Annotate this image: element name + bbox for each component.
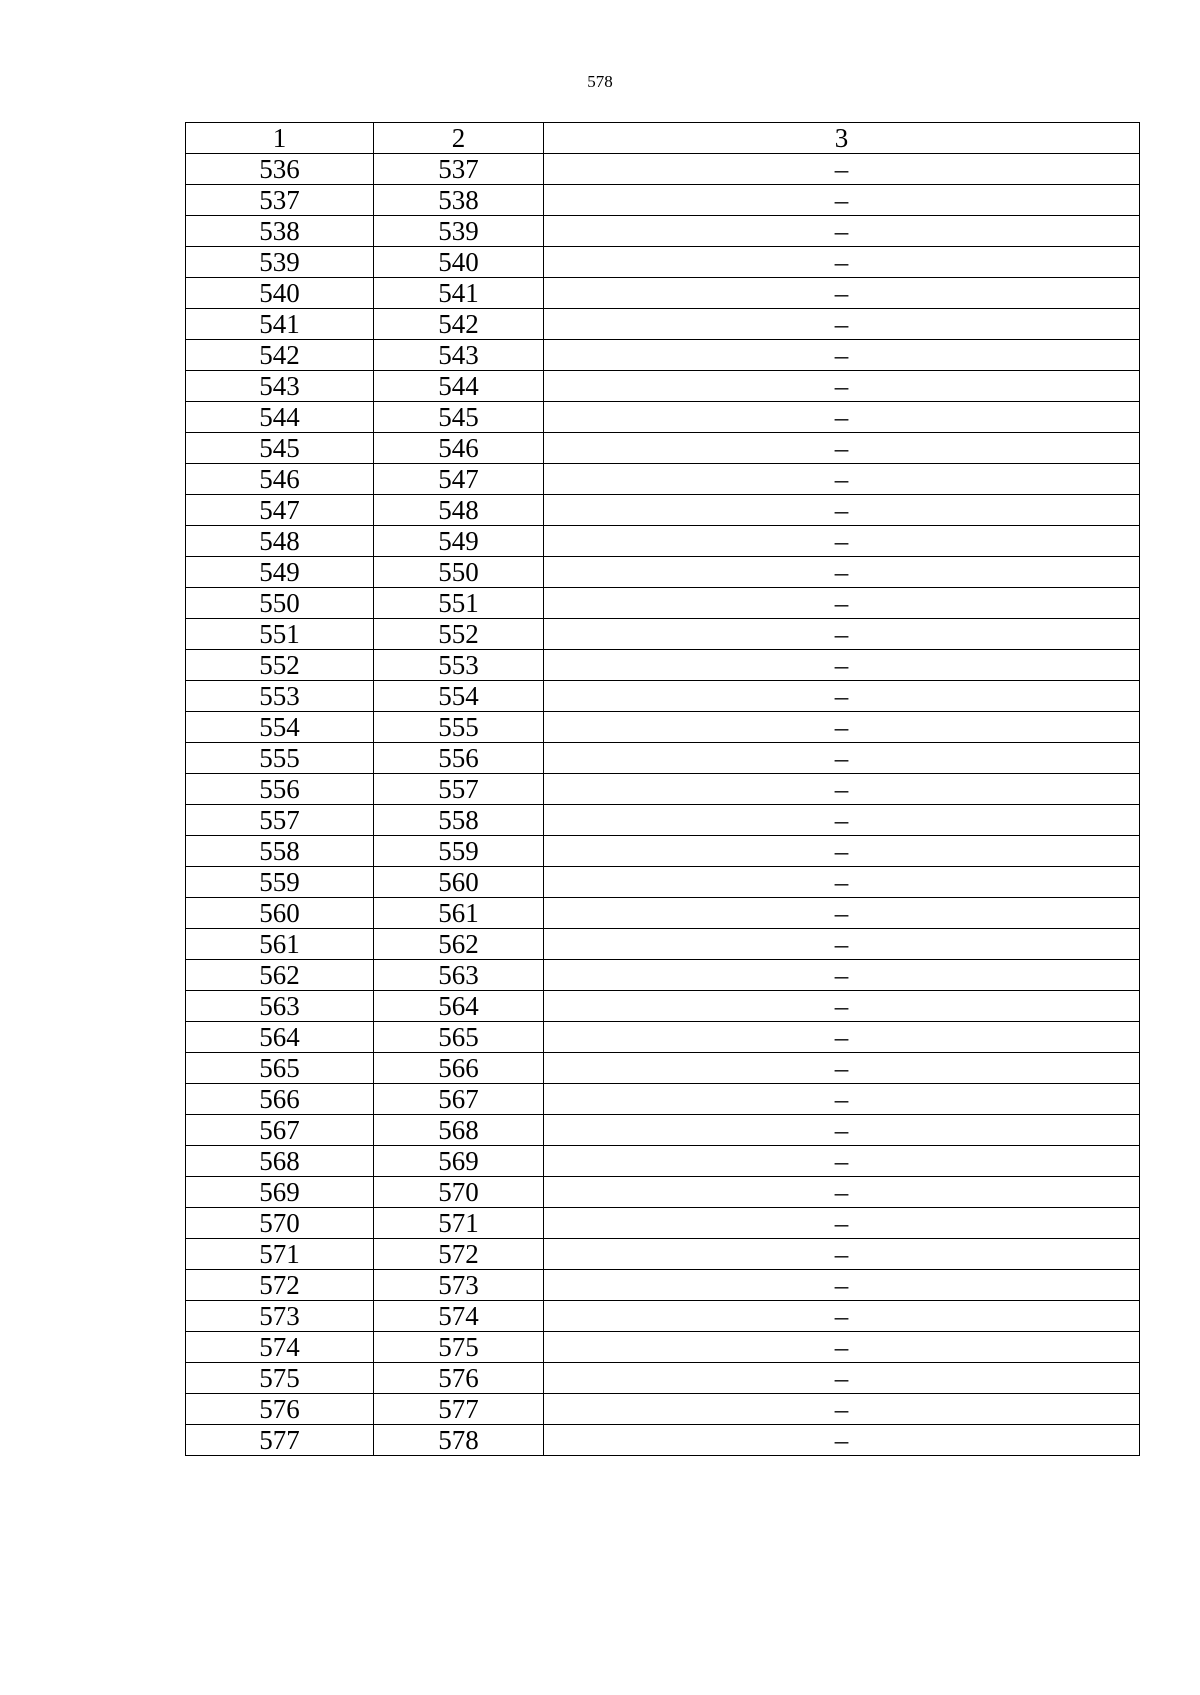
table-cell-col-3: – (544, 743, 1140, 774)
table-cell-col-1: 542 (186, 340, 374, 371)
table-row (186, 960, 1140, 991)
table-row (186, 1208, 1140, 1239)
table-cell-col-2: 568 (374, 1115, 544, 1146)
table-cell-col-2: 559 (374, 836, 544, 867)
column-header-1: 1 (186, 123, 374, 154)
table-cell-col-3: – (544, 619, 1140, 650)
table-cell-col-2: 541 (374, 278, 544, 309)
table-row (186, 836, 1140, 867)
table-cell-col-1: 567 (186, 1115, 374, 1146)
table-row (186, 495, 1140, 526)
table-row (186, 1270, 1140, 1301)
table-cell-col-1: 544 (186, 402, 374, 433)
table-cell-col-3: – (544, 588, 1140, 619)
table-row (186, 1115, 1140, 1146)
table-cell-col-1: 557 (186, 805, 374, 836)
table-cell-col-2: 546 (374, 433, 544, 464)
table-row (186, 867, 1140, 898)
table-cell-col-2: 574 (374, 1301, 544, 1332)
table-cell-col-2: 565 (374, 1022, 544, 1053)
table-cell-col-2: 575 (374, 1332, 544, 1363)
table-cell-col-3: – (544, 805, 1140, 836)
table-cell-col-3: – (544, 712, 1140, 743)
table-row (186, 433, 1140, 464)
table-row (186, 805, 1140, 836)
table-cell-col-2: 558 (374, 805, 544, 836)
table-cell-col-1: 555 (186, 743, 374, 774)
table-cell-col-3: – (544, 1177, 1140, 1208)
table-cell-col-3: – (544, 557, 1140, 588)
table-cell-col-3: – (544, 1146, 1140, 1177)
table-cell-col-1: 573 (186, 1301, 374, 1332)
table-cell-col-1: 561 (186, 929, 374, 960)
table-cell-col-1: 574 (186, 1332, 374, 1363)
table-header-row (186, 123, 1140, 154)
table-cell-col-2: 538 (374, 185, 544, 216)
table-cell-col-3: – (544, 340, 1140, 371)
table-cell-col-3: – (544, 898, 1140, 929)
table-cell-col-2: 553 (374, 650, 544, 681)
table-cell-col-2: 571 (374, 1208, 544, 1239)
table-row (186, 929, 1140, 960)
column-header-2: 2 (374, 123, 544, 154)
table-cell-col-3: – (544, 154, 1140, 185)
table-cell-col-1: 549 (186, 557, 374, 588)
table-cell-col-2: 537 (374, 154, 544, 185)
table-cell-col-3: – (544, 1053, 1140, 1084)
table-cell-col-2: 560 (374, 867, 544, 898)
table-cell-col-1: 566 (186, 1084, 374, 1115)
table-cell-col-2: 549 (374, 526, 544, 557)
table-row (186, 1332, 1140, 1363)
table-cell-col-2: 554 (374, 681, 544, 712)
table-cell-col-1: 553 (186, 681, 374, 712)
table-cell-col-3: – (544, 1022, 1140, 1053)
table-row (186, 247, 1140, 278)
table-row (186, 1146, 1140, 1177)
table-cell-col-1: 551 (186, 619, 374, 650)
table-cell-col-3: – (544, 681, 1140, 712)
table-row (186, 681, 1140, 712)
table-row (186, 464, 1140, 495)
table-cell-col-3: – (544, 774, 1140, 805)
table-body (186, 154, 1140, 1456)
table-cell-col-2: 544 (374, 371, 544, 402)
table-cell-col-3: – (544, 991, 1140, 1022)
table-cell-col-2: 543 (374, 340, 544, 371)
table-row (186, 898, 1140, 929)
table-cell-col-3: – (544, 1425, 1140, 1456)
table-row (186, 1053, 1140, 1084)
table-row (186, 340, 1140, 371)
table-cell-col-1: 548 (186, 526, 374, 557)
table-cell-col-1: 575 (186, 1363, 374, 1394)
table-cell-col-1: 572 (186, 1270, 374, 1301)
table-row (186, 278, 1140, 309)
table-cell-col-2: 552 (374, 619, 544, 650)
table-row (186, 1394, 1140, 1425)
table-cell-col-3: – (544, 1332, 1140, 1363)
table-row (186, 1425, 1140, 1456)
table-cell-col-1: 554 (186, 712, 374, 743)
table-row (186, 1301, 1140, 1332)
table-cell-col-1: 565 (186, 1053, 374, 1084)
table-cell-col-2: 577 (374, 1394, 544, 1425)
table-cell-col-1: 568 (186, 1146, 374, 1177)
table-row (186, 557, 1140, 588)
table-row (186, 185, 1140, 216)
table-cell-col-1: 564 (186, 1022, 374, 1053)
table-cell-col-3: – (544, 309, 1140, 340)
table-cell-col-1: 550 (186, 588, 374, 619)
table-row (186, 371, 1140, 402)
table-cell-col-3: – (544, 402, 1140, 433)
table-cell-col-2: 561 (374, 898, 544, 929)
table-cell-col-3: – (544, 960, 1140, 991)
table-cell-col-3: – (544, 216, 1140, 247)
table-row (186, 309, 1140, 340)
table-cell-col-1: 547 (186, 495, 374, 526)
table-cell-col-3: – (544, 650, 1140, 681)
table-row (186, 991, 1140, 1022)
table-cell-col-3: – (544, 867, 1140, 898)
table-cell-col-2: 564 (374, 991, 544, 1022)
table-cell-col-2: 557 (374, 774, 544, 805)
table-cell-col-2: 566 (374, 1053, 544, 1084)
table-cell-col-2: 569 (374, 1146, 544, 1177)
table-cell-col-3: – (544, 278, 1140, 309)
table-row (186, 743, 1140, 774)
table-cell-col-2: 555 (374, 712, 544, 743)
table-cell-col-3: – (544, 433, 1140, 464)
table-cell-col-1: 577 (186, 1425, 374, 1456)
table-cell-col-2: 563 (374, 960, 544, 991)
table-cell-col-1: 576 (186, 1394, 374, 1425)
table-cell-col-3: – (544, 247, 1140, 278)
table-cell-col-1: 563 (186, 991, 374, 1022)
table-cell-col-2: 551 (374, 588, 544, 619)
table-cell-col-3: – (544, 1208, 1140, 1239)
table-cell-col-1: 558 (186, 836, 374, 867)
table-cell-col-2: 550 (374, 557, 544, 588)
table-cell-col-1: 543 (186, 371, 374, 402)
table-cell-col-3: – (544, 1239, 1140, 1270)
table-cell-col-3: – (544, 464, 1140, 495)
table-cell-col-1: 545 (186, 433, 374, 464)
table-row (186, 526, 1140, 557)
table-cell-col-2: 545 (374, 402, 544, 433)
table-cell-col-3: – (544, 495, 1140, 526)
table-cell-col-3: – (544, 929, 1140, 960)
table-cell-col-2: 547 (374, 464, 544, 495)
table-row (186, 1084, 1140, 1115)
table-cell-col-1: 539 (186, 247, 374, 278)
table-cell-col-1: 537 (186, 185, 374, 216)
table-cell-col-2: 572 (374, 1239, 544, 1270)
table-row (186, 1177, 1140, 1208)
table-cell-col-1: 570 (186, 1208, 374, 1239)
table-cell-col-3: – (544, 1270, 1140, 1301)
table-cell-col-2: 567 (374, 1084, 544, 1115)
table-cell-col-1: 536 (186, 154, 374, 185)
table-cell-col-1: 560 (186, 898, 374, 929)
table-cell-col-1: 562 (186, 960, 374, 991)
table-cell-col-3: – (544, 1301, 1140, 1332)
table-row (186, 588, 1140, 619)
table-cell-col-2: 570 (374, 1177, 544, 1208)
table-cell-col-3: – (544, 1115, 1140, 1146)
table-cell-col-1: 559 (186, 867, 374, 898)
page-number: 578 (587, 72, 613, 91)
table-cell-col-2: 540 (374, 247, 544, 278)
table-cell-col-2: 539 (374, 216, 544, 247)
column-header-3: 3 (544, 123, 1140, 154)
table-cell-col-3: – (544, 185, 1140, 216)
table-row (186, 1022, 1140, 1053)
table-cell-col-1: 569 (186, 1177, 374, 1208)
table-cell-col-1: 552 (186, 650, 374, 681)
table-row (186, 712, 1140, 743)
table-cell-col-1: 571 (186, 1239, 374, 1270)
table-cell-col-2: 548 (374, 495, 544, 526)
table-cell-col-1: 538 (186, 216, 374, 247)
table-row (186, 774, 1140, 805)
table-row (186, 402, 1140, 433)
table-cell-col-2: 576 (374, 1363, 544, 1394)
data-table (185, 122, 1140, 1456)
table-cell-col-3: – (544, 371, 1140, 402)
table-row (186, 650, 1140, 681)
table-cell-col-2: 573 (374, 1270, 544, 1301)
table-cell-col-3: – (544, 1084, 1140, 1115)
table-cell-col-2: 542 (374, 309, 544, 340)
table-row (186, 1363, 1140, 1394)
table-cell-col-2: 562 (374, 929, 544, 960)
table-cell-col-2: 556 (374, 743, 544, 774)
table-cell-col-3: – (544, 836, 1140, 867)
table-cell-col-3: – (544, 526, 1140, 557)
table-cell-col-2: 578 (374, 1425, 544, 1456)
table-cell-col-3: – (544, 1394, 1140, 1425)
table-row (186, 1239, 1140, 1270)
table-row (186, 619, 1140, 650)
table-cell-col-3: – (544, 1363, 1140, 1394)
table-cell-col-1: 546 (186, 464, 374, 495)
table-cell-col-1: 540 (186, 278, 374, 309)
table-cell-col-1: 541 (186, 309, 374, 340)
table-cell-col-1: 556 (186, 774, 374, 805)
table-row (186, 216, 1140, 247)
table-row (186, 154, 1140, 185)
